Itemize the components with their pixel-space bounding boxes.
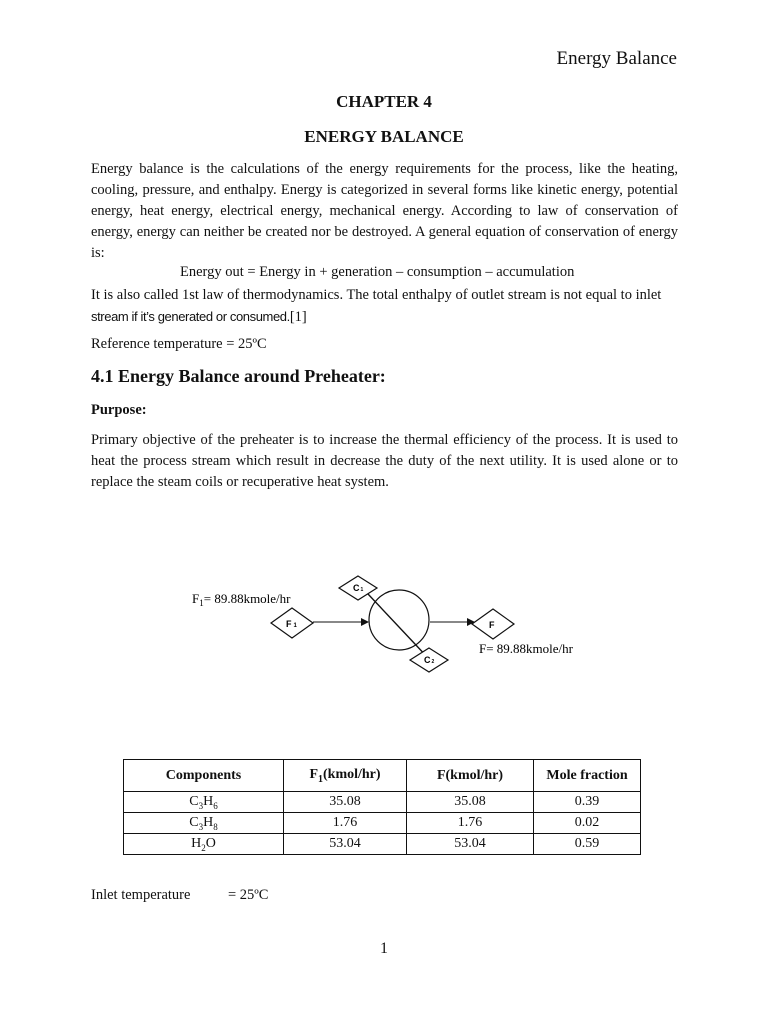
inlet-temperature-label: Inlet temperature bbox=[91, 887, 191, 903]
law-text: It is also called 1st law of thermodynamics. The total enthalpy of outlet stream is not equal to inlet bbox=[91, 287, 662, 303]
component-cell: $C_3H_8$ bbox=[124, 813, 284, 834]
purpose-label: Purpose: bbox=[91, 402, 147, 418]
outlet-flow-label: F= 89.88kmole/hr bbox=[479, 641, 573, 656]
law-text-continued: stream if it’s generated or consumed. bbox=[91, 309, 290, 324]
f-cell: 53.04 bbox=[407, 834, 534, 855]
table-row bbox=[124, 813, 641, 834]
node-c1 bbox=[339, 576, 377, 600]
f-cell: 1.76 bbox=[407, 813, 534, 834]
preheater-diagram bbox=[0, 560, 768, 680]
section-heading: 4.1 Energy Balance around Preheater: bbox=[91, 366, 386, 386]
node-f bbox=[472, 609, 514, 639]
composition-table bbox=[123, 759, 641, 855]
mole-fraction-cell: 0.59 bbox=[534, 834, 641, 855]
chapter-title: ENERGY BALANCE bbox=[304, 127, 464, 146]
header-mole-fraction: Mole fraction bbox=[534, 760, 641, 792]
intro-paragraph: Energy balance is the calculations of the energy requirements for the process, like the heating, cooling, pressure, and enthalpy. Energy is categorized in several forms like kinetic energy, potential energy, heat energy, electrical energy, mechanical energy. According to law of conservation of energy, energy can neither be created nor be destroyed. A general equation of conservation of energy is: bbox=[91, 161, 678, 261]
table-row bbox=[124, 792, 641, 813]
chapter-number: CHAPTER 4 bbox=[336, 92, 432, 111]
energy-balance-equation: Energy out = Energy in + generation – consumption – accumulation bbox=[180, 264, 575, 280]
law-paragraph bbox=[91, 285, 678, 328]
inlet-temperature-value: = 25ºC bbox=[228, 887, 269, 903]
component-cell: $C_3H_6$ bbox=[124, 792, 284, 813]
inlet-flow-label: $F_1=$ 89.88kmole/hr bbox=[192, 591, 291, 608]
table-row bbox=[124, 834, 641, 855]
preheater-unit bbox=[369, 590, 429, 650]
svg-text:C1: C1 bbox=[353, 583, 364, 593]
citation: [1] bbox=[289, 309, 307, 325]
f1-cell: 53.04 bbox=[284, 834, 407, 855]
svg-text:F1: F 1 bbox=[286, 619, 297, 629]
component-cell: $H_2O$ bbox=[124, 834, 284, 855]
inlet-temperature bbox=[91, 887, 269, 904]
header-f1: $F_1(kmol/hr)$ bbox=[284, 760, 407, 792]
running-header: Energy Balance bbox=[556, 48, 677, 69]
svg-text:C2: C2 bbox=[424, 655, 435, 665]
f1-cell: 1.76 bbox=[284, 813, 407, 834]
purpose-paragraph: Primary objective of the preheater is to increase the thermal efficiency of the process. It is used to heat the process stream which result in decrease the duty of the next utility. It is used alone or to replace the steam coils or recuperative heat system. bbox=[91, 432, 678, 490]
table-header-row bbox=[124, 760, 641, 792]
header-components: Components bbox=[124, 760, 284, 792]
mole-fraction-cell: 0.02 bbox=[534, 813, 641, 834]
page-number: 1 bbox=[380, 940, 388, 957]
f-cell: 35.08 bbox=[407, 792, 534, 813]
f1-cell: 35.08 bbox=[284, 792, 407, 813]
reference-temperature: Reference temperature = 25ºC bbox=[91, 336, 267, 352]
node-c2 bbox=[410, 648, 448, 672]
svg-text:F: F bbox=[489, 620, 495, 630]
node-f1 bbox=[271, 608, 313, 638]
header-f: F(kmol/hr) bbox=[407, 760, 534, 792]
mole-fraction-cell: 0.39 bbox=[534, 792, 641, 813]
